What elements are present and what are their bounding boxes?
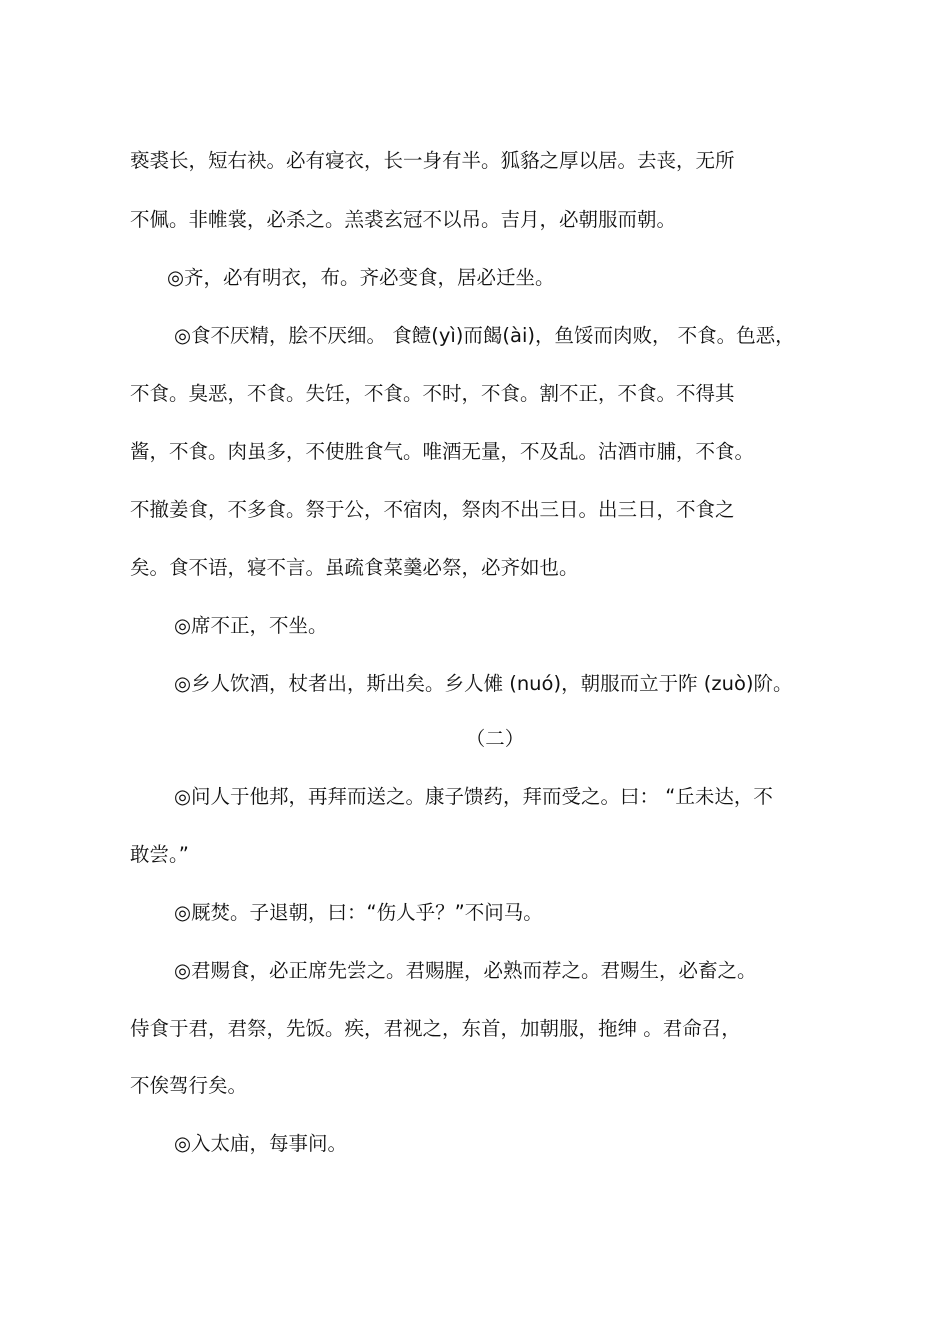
text-line: ◎入太庙，每事问。: [174, 1132, 348, 1155]
text-line: ◎乡人饮酒，杖者出，斯出矣。乡人傩 (nuó)，朝服而立于阼 (zuò)阶。: [174, 672, 793, 695]
text-line: 侍食于君，君祭，先饭。疾，君视之，东首，加朝服，拖绅 。君命召，: [130, 1017, 741, 1040]
text-line: 不食。臭恶，不食。失饪，不食。不时，不食。割不正，不食。不得其: [130, 382, 735, 405]
text-line: 矣。食不语，寝不言。虽疏食菜羹必祭，必齐如也。: [130, 556, 579, 579]
text-line: 不佩。非帷裳，必杀之。羔裘玄冠不以吊。吉月，必朝服而朝。: [130, 208, 677, 231]
text-line: ◎厩焚。子退朝，曰：“伤人乎？”不问马。: [174, 901, 543, 924]
text-line: 不撤姜食，不多食。祭于公，不宿肉，祭肉不出三日。出三日，不食之: [130, 498, 735, 521]
section-heading: （二）: [465, 727, 525, 750]
text-line: 酱，不食。肉虽多，不使胜食气。唯酒无量，不及乱。沽酒市脯，不食。: [130, 440, 755, 463]
text-line: ◎君赐食，必正席先尝之。君赐腥，必熟而荐之。君赐生，必畜之。: [174, 959, 757, 982]
text-line: ◎问人于他邦，再拜而送之。康子馈药，拜而受之。曰： “丘未达，不: [174, 785, 773, 808]
text-line: ◎齐，必有明衣，布。齐必变食，居必迁坐。: [167, 266, 555, 289]
text-line: 敢尝。”: [130, 843, 189, 866]
text-line: 亵裘长，短右袂。必有寝衣，长一身有半。狐貉之厚以居。去丧，无所: [130, 149, 735, 172]
text-line: ◎席不正，不坐。: [174, 614, 328, 637]
text-line: ◎食不厌精，脍不厌细。 食饐(yì)而餲(ài)，鱼馁而肉败， 不食。色恶，: [174, 324, 795, 347]
text-line: 不俟驾行矣。: [130, 1074, 248, 1097]
